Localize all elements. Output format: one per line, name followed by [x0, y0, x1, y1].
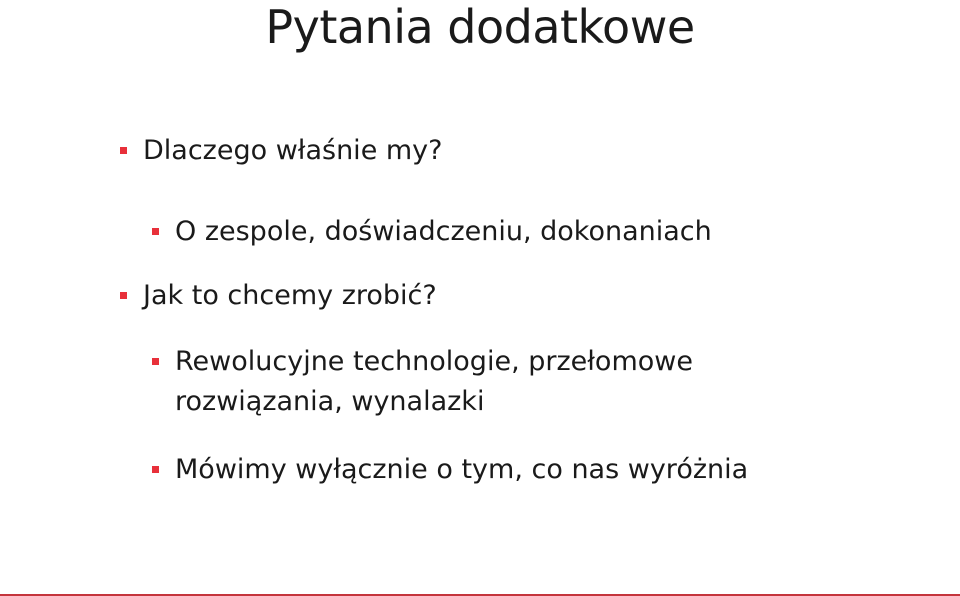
bullet-text-line1: Rewolucyjne technologie, przełomowe	[175, 346, 693, 377]
bullet-item-team	[152, 212, 712, 252]
bullet-item-technologies	[152, 342, 693, 422]
bullet-text: Jak to chcemy zrobić?	[143, 280, 437, 311]
bullet-text: O zespole, doświadczeniu, dokonaniach	[175, 216, 712, 247]
square-bullet-icon	[152, 358, 159, 365]
slide-title: Pytania dodatkowe	[265, 0, 695, 54]
bullet-item-distinguish	[152, 450, 748, 490]
square-bullet-icon	[152, 466, 159, 473]
bullet-item-why-us	[120, 131, 443, 171]
bullet-text: Dlaczego właśnie my?	[143, 135, 443, 166]
bullet-text: Mówimy wyłącznie o tym, co nas wyróżnia	[175, 454, 749, 485]
square-bullet-icon	[120, 147, 127, 154]
bullet-item-how	[120, 276, 437, 316]
square-bullet-icon	[152, 228, 159, 235]
bullet-text-line2: rozwiązania, wynalazki	[175, 386, 485, 417]
square-bullet-icon	[120, 292, 127, 299]
